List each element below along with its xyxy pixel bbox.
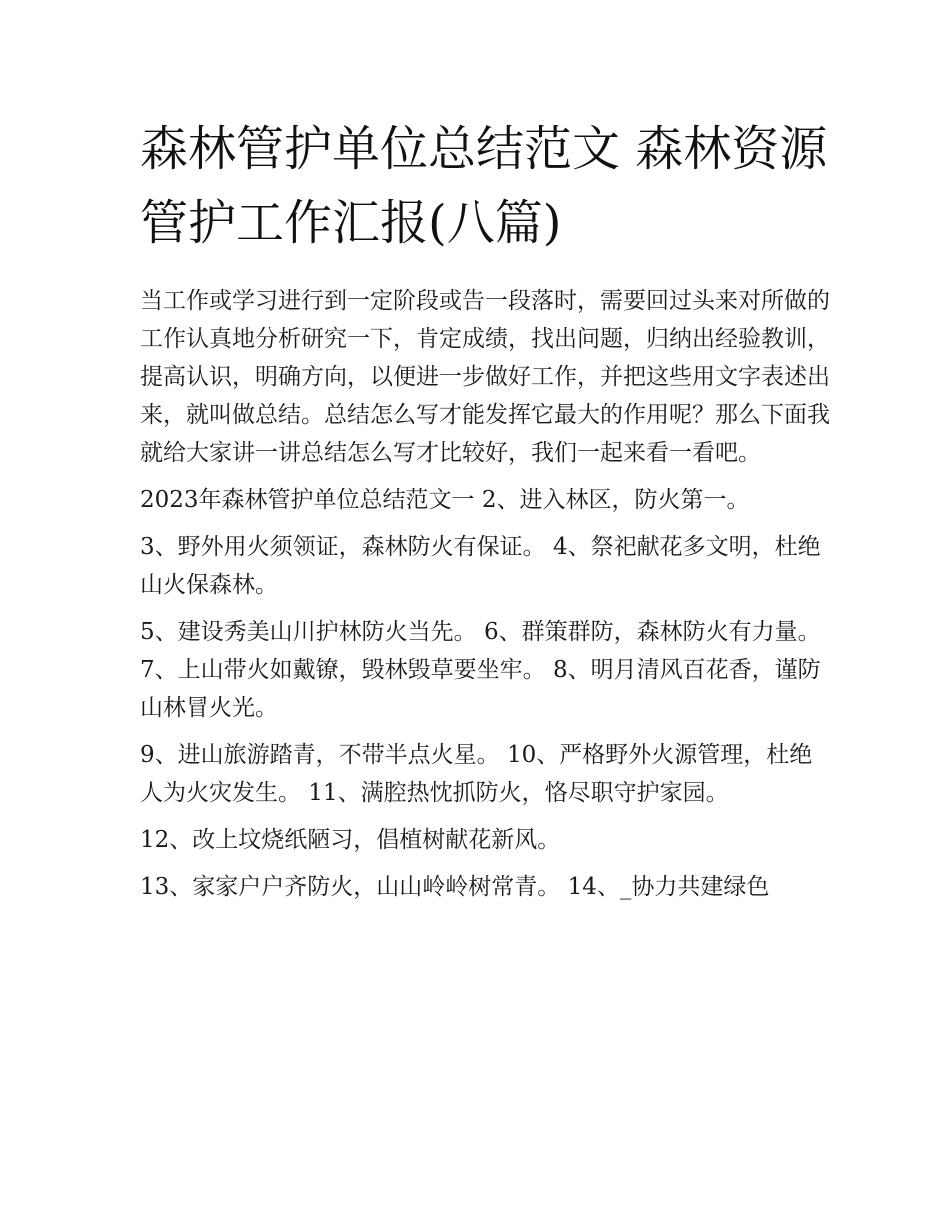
paragraph-slogans-4: 9、进山旅游踏青，不带半点火星。 10、严格野外火源管理，杜绝人为火灾发生。 11、满腔热忱抓防火，恪尽职守护家园。	[140, 742, 813, 806]
paragraph-slogans-1: 2023年森林管护单位总结范文一 2、进入林区，防火第一。	[140, 487, 750, 513]
paragraph-slogans-2: 3、野外用火须领证，森林防火有保证。 4、祭祀献花多文明，杜绝山火保森林。	[140, 534, 821, 598]
document-title: 森林管护单位总结范文 森林资源管护工作汇报(八篇)	[140, 121, 828, 251]
paragraph-slogans-5: 12、改上坟烧纸陋习，倡植树献花新风。	[140, 827, 561, 853]
paragraph-slogans-6: 13、家家户户齐防火，山山岭岭树常青。 14、_协力共建绿色	[140, 874, 770, 900]
paragraph-intro: 当工作或学习进行到一定阶段或告一段落时，需要回过头来对所做的工作认真地分析研究一下，肯定成绩，找出问题，归纳出经验教训，提高认识，明确方向，以便进一步做好工作，并把这些用文字表述出来，就叫做总结。总结怎么写才能发挥它最大的作用呢？那么下面我就给大家讲一讲总结怎么写才比较好，我们一起来看一看吧。	[140, 288, 830, 466]
document-body	[140, 282, 830, 915]
paragraph-slogans-3: 5、建设秀美山川护林防火当先。 6、群策群防，森林防火有力量。 7、上山带火如戴镣，毁林毁草要坐牢。 8、明月清风百花香，谨防山林冒火光。	[140, 619, 821, 721]
